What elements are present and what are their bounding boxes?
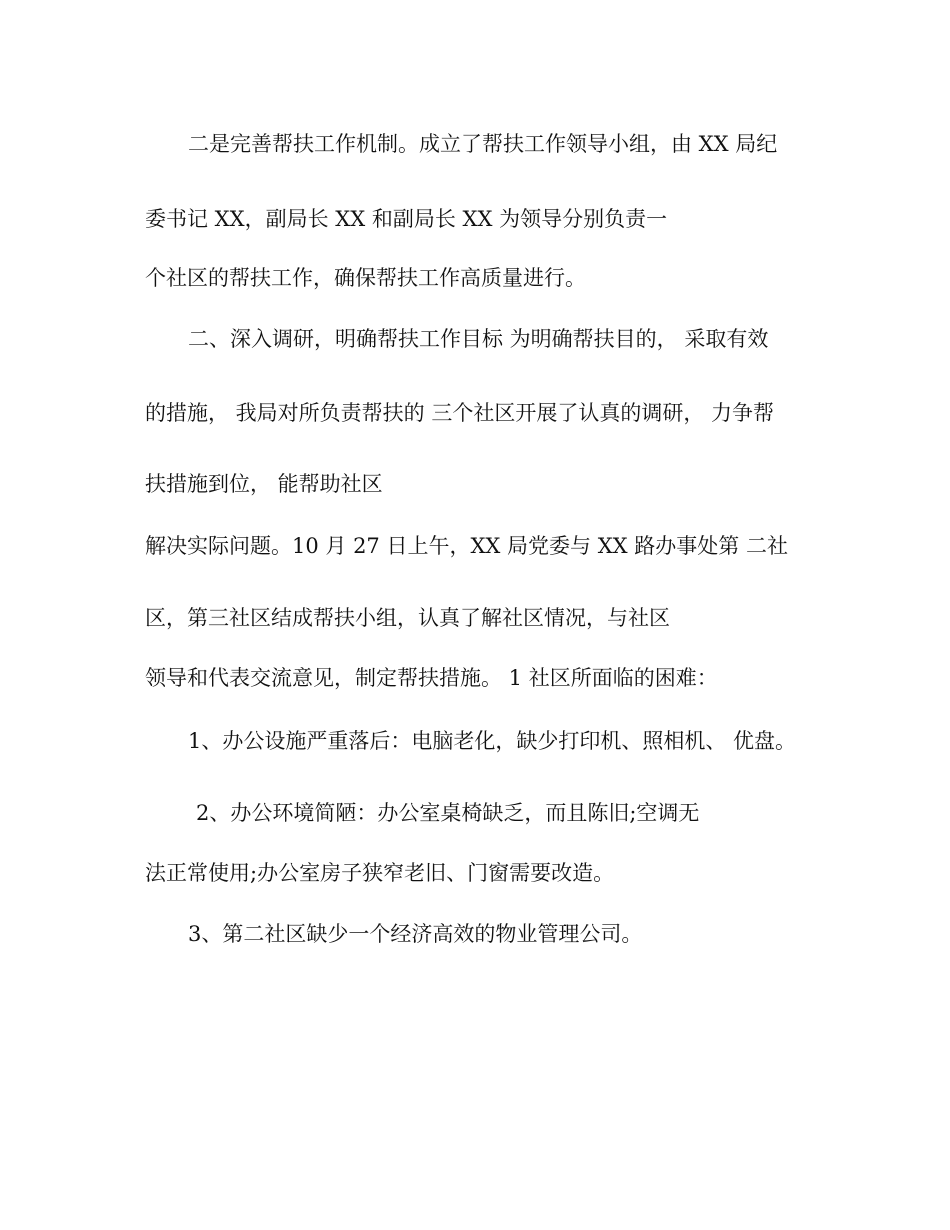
text-line: 法正常使用;办公室房子狭窄老旧、门窗需要改造。 xyxy=(145,861,615,885)
text-line: 二、深入调研，明确帮扶工作目标 为明确帮扶目的， 采取有效 xyxy=(188,327,769,351)
text-line: 领导和代表交流意见，制定帮扶措施。 1 社区所面临的困难： xyxy=(145,666,718,690)
text-line: 委书记 XX，副局长 XX 和副局长 XX 为领导分别负责一 xyxy=(145,207,668,231)
text-line: 2、办公环境简陋：办公室桌椅缺乏，而且陈旧;空调无 xyxy=(196,801,700,825)
text-line: 个社区的帮扶工作，确保帮扶工作高质量进行。 xyxy=(145,266,586,290)
text-line: 区，第三社区结成帮扶小组，认真了解社区情况，与社区 xyxy=(145,606,670,630)
text-line: 二是完善帮扶工作机制。成立了帮扶工作领导小组，由 XX 局纪 xyxy=(188,132,778,156)
text-line: 解决实际问题。10 月 27 日上午，XX 局党委与 XX 路办事处第 二社 xyxy=(145,534,788,558)
text-line: 3、第二社区缺少一个经济高效的物业管理公司。 xyxy=(188,922,643,946)
text-line: 的措施， 我局对所负责帮扶的 三个社区开展了认真的调研， 力争帮 xyxy=(145,401,775,425)
text-line: 扶措施到位， 能帮助社区 xyxy=(145,472,383,496)
text-line: 1、办公设施严重落后：电脑老化，缺少打印机、照相机、 优盘。 xyxy=(188,729,797,753)
